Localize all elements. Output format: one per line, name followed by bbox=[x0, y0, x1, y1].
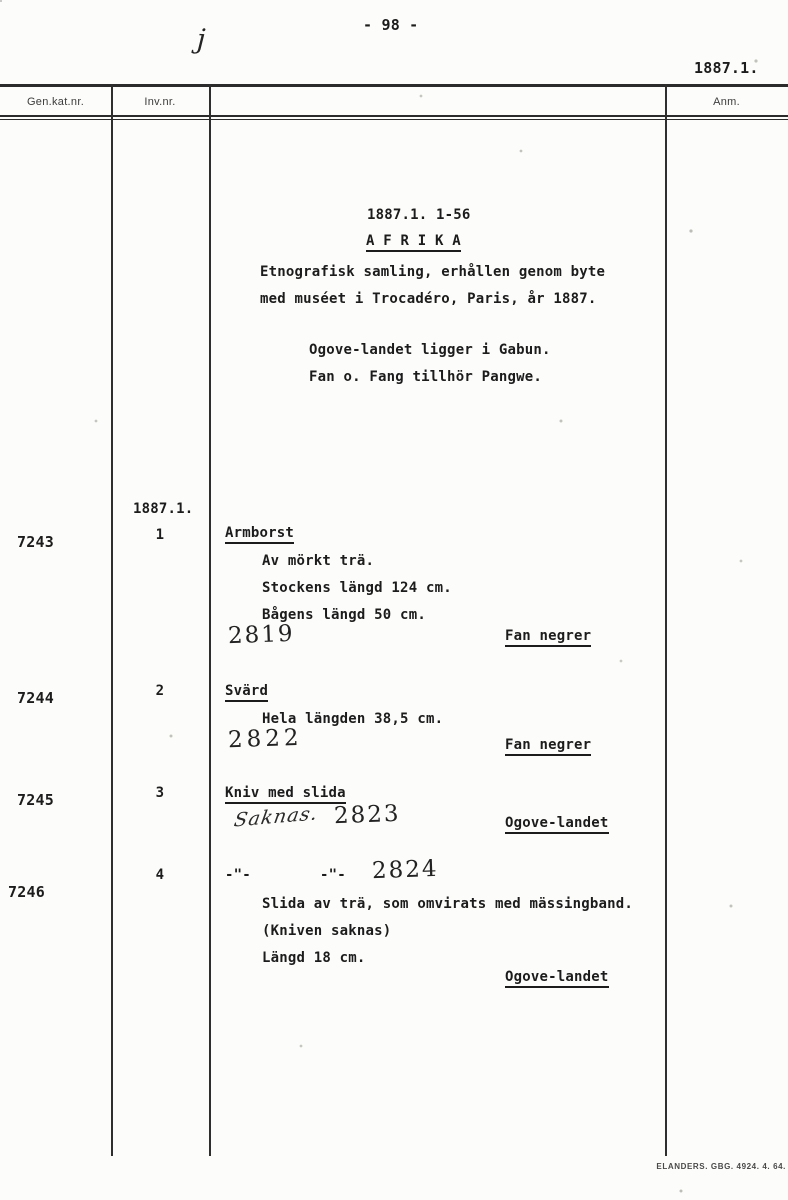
collection-desc-line2: med muséet i Trocadéro, Paris, år 1887. bbox=[260, 291, 597, 307]
gen-kat-nr: 7245 bbox=[17, 791, 54, 809]
inv-nr: 2 bbox=[155, 683, 165, 699]
ditto-mark: -"- bbox=[225, 867, 251, 883]
entry-title: Armborst bbox=[225, 525, 294, 544]
collection-ref-line: 1887.1. 1-56 bbox=[367, 207, 471, 223]
collection-desc-line1: Etnografisk samling, erhållen genom byte bbox=[260, 264, 606, 280]
handwritten-number: 2824 bbox=[371, 855, 439, 885]
entry-line: Bågens längd 50 cm. bbox=[262, 607, 426, 623]
entry-line: (Kniven saknas) bbox=[262, 923, 392, 939]
handwritten-number: 2822 bbox=[227, 724, 303, 754]
column-header-anm: Anm. bbox=[713, 96, 740, 108]
entry-origin: Fan negrer bbox=[505, 737, 591, 756]
inv-year-label: 1887.1. bbox=[133, 501, 194, 517]
column-rule-main-anm bbox=[665, 84, 667, 1156]
inv-nr: 4 bbox=[155, 867, 165, 883]
gen-kat-nr: 7243 bbox=[17, 533, 54, 551]
header-top-rule bbox=[0, 84, 788, 87]
gen-kat-nr: 7246 bbox=[8, 883, 45, 901]
ditto-mark: -"- bbox=[320, 867, 346, 883]
collection-note-line1: Ogove-landet ligger i Gabun. bbox=[309, 342, 551, 358]
printer-mark: ELANDERS. GBG. 4924. 4. 64. bbox=[656, 1162, 786, 1171]
handwritten-number: 2819 bbox=[227, 620, 295, 650]
handwritten-check-mark: j bbox=[196, 23, 207, 56]
entry-origin: Ogove-landet bbox=[505, 815, 609, 834]
column-header-inv-nr: Inv.nr. bbox=[144, 96, 176, 108]
column-header-gen-kat-nr: Gen.kat.nr. bbox=[26, 96, 85, 108]
header-bottom-rule-outer bbox=[0, 115, 788, 117]
paper-speckles bbox=[0, 0, 2, 2]
entry-line: Slida av trä, som omvirats med mässingband. bbox=[262, 896, 634, 912]
entry-line: Längd 18 cm. bbox=[262, 950, 366, 966]
column-rule-inv-main bbox=[209, 84, 211, 1156]
gen-kat-nr: 7244 bbox=[17, 689, 54, 707]
entry-line: Stockens längd 124 cm. bbox=[262, 580, 452, 596]
collection-note-line2: Fan o. Fang tillhör Pangwe. bbox=[309, 369, 542, 385]
top-right-reference: 1887.1. bbox=[694, 59, 759, 77]
inv-nr: 1 bbox=[155, 527, 165, 543]
handwritten-note: Saknas. bbox=[232, 802, 320, 832]
entry-origin: Ogove-landet bbox=[505, 969, 609, 988]
page-number: - 98 - bbox=[363, 16, 419, 34]
entry-title: Kniv med slida bbox=[225, 785, 346, 804]
entry-title: Svärd bbox=[225, 683, 268, 702]
entry-origin: Fan negrer bbox=[505, 628, 591, 647]
collection-title: A F R I K A bbox=[366, 233, 461, 252]
entry-line: Hela längden 38,5 cm. bbox=[262, 711, 444, 727]
handwritten-number: 2823 bbox=[333, 800, 401, 830]
column-rule-genkat-inv bbox=[111, 84, 113, 1156]
header-bottom-rule-inner bbox=[0, 119, 788, 120]
entry-line: Av mörkt trä. bbox=[262, 553, 375, 569]
inv-nr: 3 bbox=[155, 785, 165, 801]
